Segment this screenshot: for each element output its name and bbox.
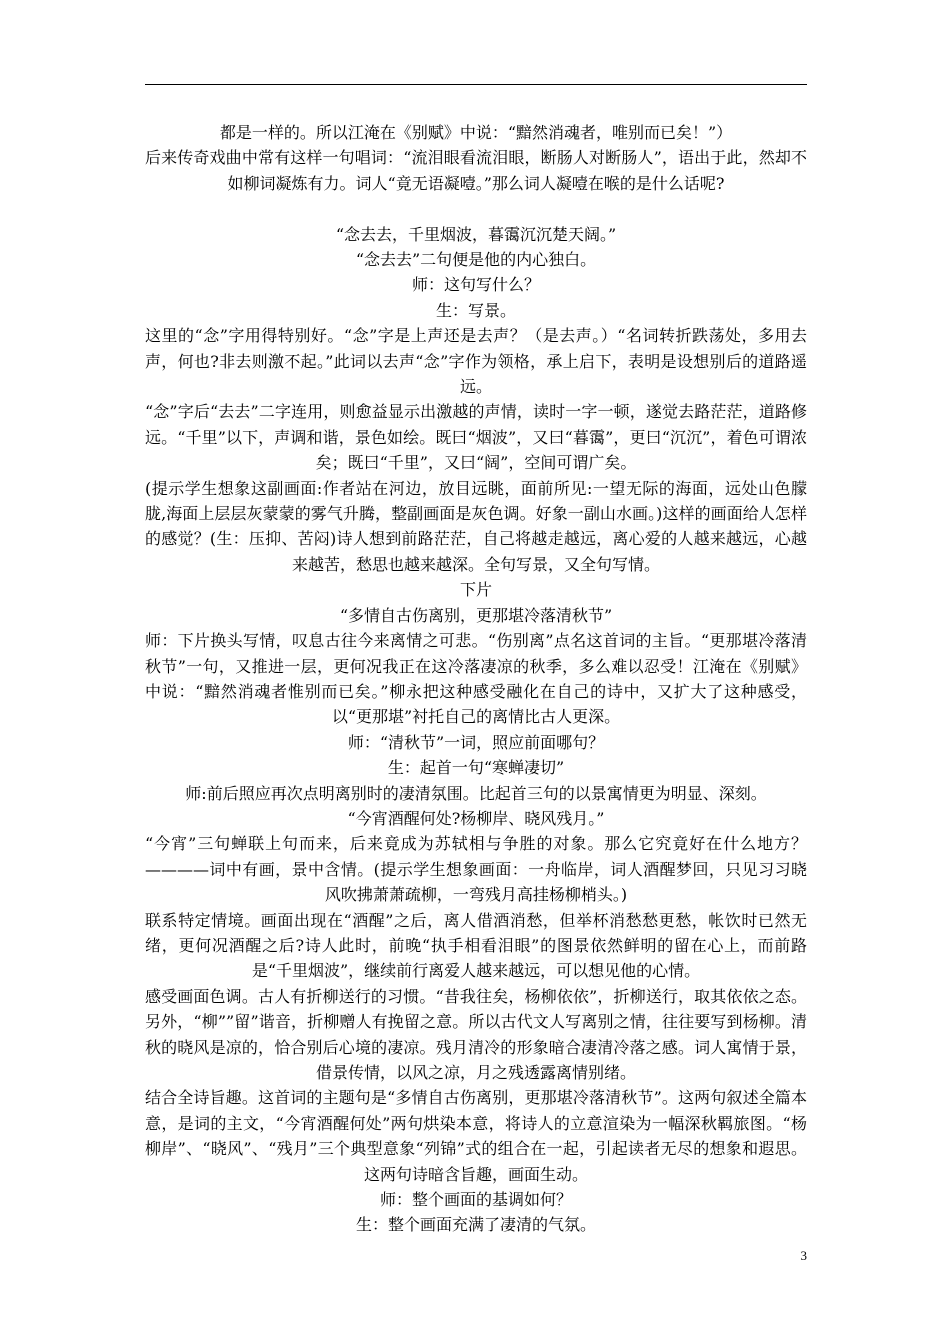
paragraph: 师：这句写什么？ [411,275,540,295]
paragraph: 感受画面色调。古人有折柳送行的习惯。“昔我往矣，杨柳依依”，折柳送行，取其依依之态。另外，“柳””留”谐音，折柳赠人有挽留之意。所以古代文人写离别之情，往往要写到杨柳。清秋的晓风是凉的，恰合别后心境的凄凉。残月清冷的形象暗合凄清冷落之感。词人寓情于景，借景传情，以风之凉，月之残透露离情别绪。 [145,986,807,1083]
paragraph: 都是一样的。所以江淹在《别赋》中说：“黯然消魂者，唯别而已矣！”） [219,123,733,142]
blank-line [145,196,807,221]
document-body [145,120,807,1238]
paragraph: (提示学生想象这副画面:作者站在河边，放目远眺，面前所见:一望无际的海面，远处山色朦胧,海面上层层灰蒙蒙的雾气升腾，整副画面是灰色调。好象一副山水画。)这样的画面给人怎样的感觉？(生：压抑、苦闷)诗人想到前路茫茫，自己将越走越远，离心爱的人越来越远，心越来越苦，愁思也越来越深。全句写景，又全句写情。 [145,478,807,574]
paragraph: “今宵酒醒何处?杨柳岸、晓风残月。” [347,808,605,828]
paragraph: 师：下片换头写情，叹息古往今来离情之可悲。“伤别离”点名这首词的主旨。“更那堪冷落清秋节”一句，又推进一层，更何况我正在这冷落凄凉的秋季，多么难以忍受！江淹在《别赋》中说：“黯然消魂者惟别而已矣。”柳永把这种感受融化在自己的诗中，又扩大了这种感受，以“更那堪”衬托自己的离情比古人更深。 [145,631,807,727]
page-number: 3 [800,1248,807,1263]
header-rule [145,84,807,85]
paragraph: 师:前后照应再次点明离别时的凄清氛围。比起首三句的以景寓情更为明显、深刻。 [185,783,767,803]
paragraph: 师：整个画面的基调如何？ [379,1190,572,1210]
paragraph: “念去去”二句便是他的内心独白。 [355,250,597,270]
section-heading: 下片 [459,580,492,600]
paragraph: “多情自古伤离别，更那堪冷落清秋节” [339,605,613,625]
paragraph: 生：起首一句“寒蝉凄切” [387,758,565,778]
paragraph: 师：“清秋节”一词，照应前面哪句？ [347,732,605,752]
paragraph: 这里的“念”字用得特别好。“念”字是上声还是去声？（是去声。）“名词转折跌荡处，多用去声，何也?非去则激不起。”此词以去声“念”字作为领格，承上启下，表明是设想别后的道路遥远。 [145,326,807,397]
paragraph: 结合全诗旨趣。这首词的主题句是“多情自古伤离别，更那堪冷落清秋节”。这两句叙述全篇本意，是词的主文，“今宵酒醒何处”两句烘染本意，将诗人的立意渲染为一幅深秋羁旅图。“杨柳岸”、“晓风”、“残月”三个典型意象“列锦”式的组合在一起，引起读者无尽的想象和遐思。这两句诗暗含旨趣，画面生动。 [145,1088,807,1184]
paragraph: “今宵”三句蝉联上句而来，后来竟成为苏轼相与争胜的对象。那么它究竟好在什么地方？————词中有画，景中含情。(提示学生想象画面：一舟临岸，词人酒醒梦回，只见习习晓风吹拂萧萧疏柳，一弯残月高挂杨柳梢头。) [145,834,807,905]
paragraph: 生：整个画面充满了凄清的气氛。 [355,1215,596,1235]
paragraph: 联系特定情境。画面出现在“酒醒”之后，离人借酒消愁，但举杯消愁愁更愁，帐饮时已然无绪，更何况酒醒之后?诗人此时，前晚“执手相看泪眼”的图景依然鲜明的留在心上，而前路是“千里烟波”，继续前行离爱人越来越远，可以想见他的心情。 [145,910,807,981]
paragraph: 生：写景。 [435,300,516,320]
paragraph: “念去去，千里烟波，暮霭沉沉楚天阔。” [335,224,617,244]
paragraph: “念”字后“去去”二字连用，则愈益显示出激越的声情，读时一字一顿，遂觉去路茫茫，道路修远。“千里”以下，声调和谐，景色如绘。既曰“烟波”，又曰“暮霭”，更曰“沉沉”，着色可谓浓矣；既曰“千里”，又曰“阔”，空间可谓广矣。 [145,402,807,473]
paragraph: 后来传奇戏曲中常有这样一句唱词：“流泪眼看流泪眼，断肠人对断肠人”，语出于此，然却不如柳词凝炼有力。词人“竟无语凝噎。”那么词人凝噎在喉的是什么话呢? [145,148,807,193]
